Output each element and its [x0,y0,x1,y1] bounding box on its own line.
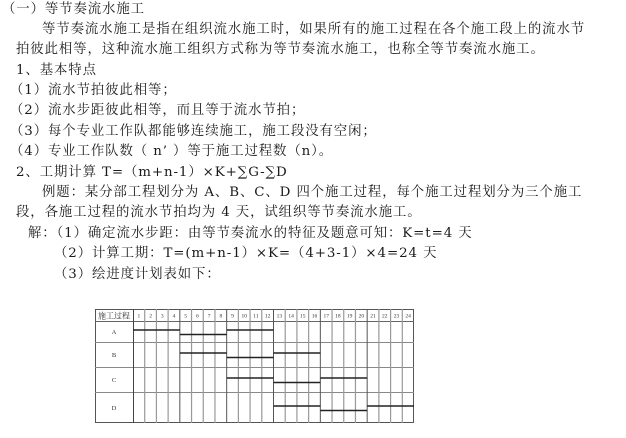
subsection-title: 1、基本特点 [16,63,97,78]
day-number: 14 [288,313,294,320]
day-number: 18 [335,313,341,320]
day-number: 15 [300,313,306,320]
process-label: A [111,329,117,336]
process-label: D [111,405,117,412]
feature-item: （2）流水步距彼此相等，而且等于流水节拍； [10,103,306,118]
day-number: 17 [323,313,329,320]
feature-item: （4）专业工作队数（ n’ ）等于施工过程数（n）。 [10,144,334,159]
progress-schedule-chart [95,309,414,423]
header-label: 施工过程 [98,311,130,321]
day-number: 24 [405,313,411,320]
process-label: B [111,352,117,359]
day-number: 10 [241,313,247,320]
day-number: 6 [196,313,199,320]
day-number: 16 [311,313,318,320]
day-number: 20 [358,313,365,320]
day-number: 19 [346,313,353,320]
table-border [96,310,414,423]
section-heading: （一）等节奏流水施工 [2,2,145,17]
day-number: 22 [381,313,388,320]
day-number: 12 [264,313,271,320]
day-number: 13 [276,313,283,320]
paragraph-line: 等节奏流水施工是指在组织流水施工时，如果所有的施工过程在各个施工段上的流水节 [42,22,586,37]
day-number: 3 [160,313,164,320]
example-line: 段，各施工过程的流水节拍均为 4 天，试组织等节奏流水施工。 [16,205,422,220]
day-number: 8 [219,313,223,320]
day-number: 5 [184,313,188,320]
day-number: 23 [393,313,400,320]
feature-item: （3）每个专业工作队都能够连续施工，施工段没有空闲； [10,124,377,139]
example-line: 例题：某分部工程划分为 A、B、C、D 四个施工过程，每个施工过程划分为三个施工 [42,185,583,200]
day-number: 7 [207,313,211,320]
subsection-title: 2、工期计算 T=（m+n-1）×K+∑G-∑D [16,165,288,180]
gantt-svg [95,309,414,423]
day-number: 9 [231,313,234,320]
day-number: 21 [370,313,376,320]
feature-item: （1）流水节拍彼此相等； [10,83,177,98]
process-label: C [111,377,117,384]
day-number: 2 [149,313,152,320]
solution-step: 解：（1）确定流水步距：由等节奏流水的特征及题意可知：K=t=4 天 [28,226,473,241]
solution-step: （2）计算工期：T=(m+n-1）×K=（4+3-1）×4=24 天 [54,246,438,261]
solution-step: （3）绘进度计划表如下： [54,267,221,282]
day-number: 4 [172,313,176,320]
day-number: 1 [137,313,141,320]
paragraph-line: 拍彼此相等，这种流水施工组织方式称为等节奏流水施工，也称全等节奏流水施工。 [16,42,545,57]
day-number: 11 [253,313,259,320]
